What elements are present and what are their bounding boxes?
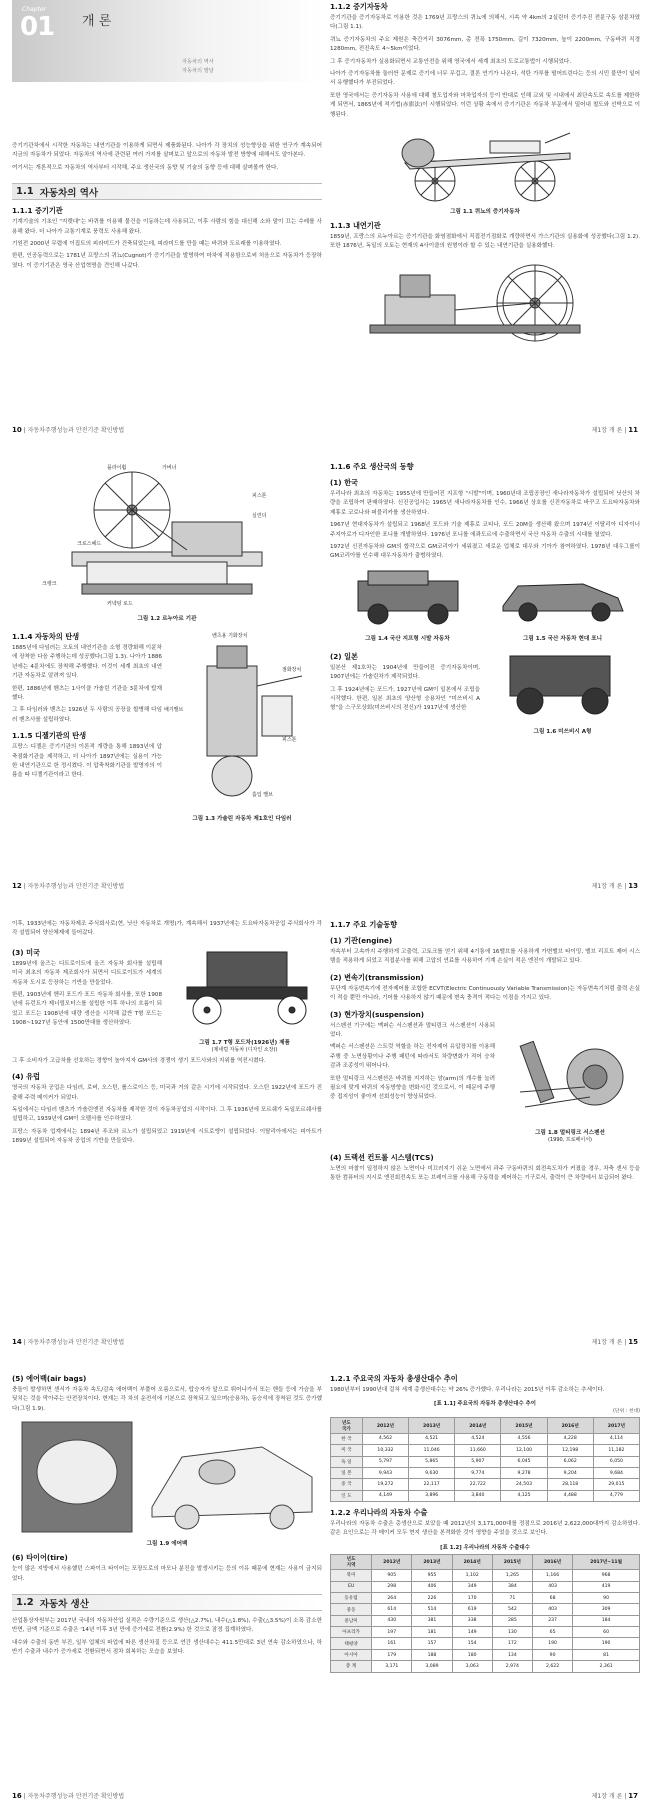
production-table-body <box>331 1433 640 1501</box>
footer-title: 자동차주행성능과 안전기준 확인방법 <box>27 1339 125 1346</box>
year-header: 2015년 <box>492 1554 532 1569</box>
table-row <box>331 1581 640 1592</box>
airbag-illustration <box>12 1417 322 1537</box>
footer-title: 제1장 개 론 <box>591 883 623 890</box>
table-cell: 384 <box>492 1581 532 1592</box>
lenoir-engine-illustration <box>12 462 322 612</box>
table-cell: 264 <box>372 1592 412 1603</box>
corner-top: 년도 <box>341 1420 351 1426</box>
table-cell: 6,050 <box>593 1456 639 1467</box>
body-paragraph: 퀴뇨 증기자동차의 주요 제원은 축간거리 3076mm, 총 전폭 1750mm, 길이 7320mm, 높이 2200mm, 구동바퀴 직경 1280mm, 전진속도 4~5km이었다. <box>330 36 640 53</box>
body-paragraph: 무단계 자동변속기에 전자제어를 조합한 ECVT(Electric Continuously Variable Transmission)는 자동변속기처럼 출력 손실이 적을 뿐만 아니라, 기어를 사용하지 않기 때문에 변속 충격이 적다는 이점을 가지고 있다. <box>330 985 640 1002</box>
corner-top: 년도 <box>346 1557 356 1563</box>
page-footer: 제1장 개 론 | 17 <box>591 1792 638 1800</box>
table-cell: 5,907 <box>455 1456 501 1467</box>
page-number: 12 <box>12 882 22 890</box>
ford-model-t-illustration <box>167 942 322 1032</box>
body-paragraph: 기계기술의 기초인 "지렛대"는 바퀴를 이용해 물건을 이동하는데 사용되고, 이후 사람의 힘을 대신해 소와 말이 끄는 수레를 사용해 왔다. 더 나아가 교통기계로 풍력도 사용해 왔다. <box>12 219 322 235</box>
body-paragraph: 한편, 1903년에 헨리 포드가 포드 자동차 회사를, 또한 1908년에 듀런트가 제너럴모터스를 설립한 이후 하나의 흐름이 되었고 포드는 1908년에 대량 생산을 시작해 값싼 T형 포드는 1908~1927년 동안에 1500만대를 생산하였다. <box>12 992 162 1027</box>
body-paragraph: 한편, 1886년에 벤츠는 1사이클 가솔린 기관을 3륜차에 탑재했다. <box>12 685 162 702</box>
table-cell: 28,118 <box>547 1479 593 1490</box>
body-paragraph: 한편, 인공동력으로는 1781년 프랑스의 퀴뇨(Cugnot)가 증기기관을 발명하여 마차에 적용함으로써 처음으로 자동차가 등장하였다. 이 증기기관은 영국 산업혁명을 견인해 나갔다. <box>12 253 322 269</box>
body-paragraph: 1967년 현대자동차가 설립되고 1968년 포드와 기술 제휴로 코티나, 포드 20M을 생산해 왔으며 1974년 이탈리아 디자이너 주지아로가 디자인한 포니를 개발하였다. 1976년 포니를 에콰도르에 수출하면서 국산 자동차 수출의 시대를 열었다. <box>330 522 640 538</box>
subsection-heading: (4) 유럽 <box>12 1072 40 1082</box>
body-paragraph: 그 후 증기자동차가 실용화되면서 교통안전을 위해 영국에서 세계 최초의 도로교통법이 시행되었다. <box>330 58 572 65</box>
table-cell: 419 <box>573 1581 640 1592</box>
figure-caption <box>500 1128 640 1143</box>
page-footer: 제1장 개 론 | 15 <box>591 1338 638 1346</box>
spread-pages-12-13 <box>0 456 650 906</box>
year-header: 2013년 <box>412 1554 452 1569</box>
body-paragraph: 1972년 신진자동차와 GM의 합작으로 GM코리아가 세워졌고 새로운 업체로 대우와 기아가 참여하였다. 1978년 대우그룹이 GM코리아를 인수해 대우자동차가 출범하였다. <box>330 544 640 560</box>
subsection-heading: 1.1.6 주요 생산국의 동향 <box>330 462 414 471</box>
page-11 <box>330 0 640 440</box>
year-header: 2014년 <box>452 1554 492 1569</box>
year-header: 2014년 <box>455 1418 501 1433</box>
label-cylinder: 실린더 <box>252 513 267 519</box>
table-row <box>331 1570 640 1581</box>
multilink-suspension-illustration <box>500 1022 640 1122</box>
page-number: 16 <box>12 1792 22 1800</box>
table-cell: 154 <box>452 1638 492 1649</box>
table-cell: 179 <box>372 1649 412 1660</box>
label-governor: 가버너 <box>162 465 177 471</box>
subsection-heading: (1) 기관(engine) <box>330 936 393 945</box>
body-paragraph: 또한 영국에서는 증기자동차 사용에 대해 철도업자와 마차업자의 등이 반대로 인해 교외 및 시내에서 최단속도로 속도를 제한하게 되면서, 1865년에 적기법(赤旗法)이 시행되었다. 이런 상황 속에서 증기기관은 자동차 부문에서 밀어내 철도와 선박으로 이행된다. <box>330 92 640 118</box>
page-footer: 10 | 자동차주행성능과 안전기준 확인방법 <box>12 426 125 434</box>
table-cell: 190 <box>532 1638 572 1649</box>
label-exhaust-valve: 배기밸브 <box>164 707 184 713</box>
subsection-heading: (1) 한국 <box>330 478 358 487</box>
table-row <box>331 1604 640 1615</box>
subsection-heading: (3) 미국 <box>12 947 40 957</box>
body-paragraph: 일본산 제1호차는 1904년에 만들어진 증기자동차이며, 1907년에는 가솔린차가 제작되었다. <box>330 664 480 681</box>
table-row <box>331 1661 640 1672</box>
table-cell: 197 <box>372 1627 412 1638</box>
table-row <box>331 1615 640 1626</box>
table-cell: 968 <box>573 1570 640 1581</box>
table-cell: 184 <box>573 1615 640 1626</box>
table-cell: 1,102 <box>452 1570 492 1581</box>
figure-caption <box>167 1038 322 1053</box>
figure-caption: 그림 1.6 미쓰비시 A형 <box>533 728 592 735</box>
body-paragraph: 내수와 수출의 동반 부진, 일부 업체의 파업에 따른 생산차질 등으로 연간 생산대수는 411.5만대로 3년 연속 감소하였으나, 하반기 수출과 내수가 증가세로 전환되면서 점차 회복하는 모습을 보였다. <box>12 1639 322 1656</box>
row-header: EU <box>331 1581 372 1592</box>
row-header: 아프리카 <box>331 1627 372 1638</box>
row-header: 일 본 <box>331 1467 363 1478</box>
table-cell: 9,630 <box>409 1467 455 1478</box>
page-12 <box>12 456 322 896</box>
table-cell: 2,974 <box>492 1661 532 1672</box>
table-cell: 11,046 <box>409 1445 455 1456</box>
table-cell: 309 <box>573 1604 640 1615</box>
body-paragraph: 1899년에 올즈는 디트로이트에 올즈 자동차 회사를 설립해 미국 최초의 자동차 제조회사가 되면서 디트로이트가 세계의 자동차 도시로 등장하는 기반을 만들었다. <box>12 960 162 986</box>
figure-airbag <box>12 1417 322 1537</box>
page-16 <box>12 1366 322 1806</box>
subsection-heading: 1.2.1 주요국의 자동차 총생산대수 추이 <box>330 1374 458 1383</box>
row-header: 독 일 <box>331 1456 363 1467</box>
table-cell: 4,125 <box>501 1490 547 1501</box>
page-14 <box>12 912 322 1352</box>
chapter-label: Chapter <box>22 6 46 13</box>
corner-bottom: 국가 <box>341 1426 351 1432</box>
table-cell: 905 <box>372 1570 412 1581</box>
table-corner <box>331 1418 363 1433</box>
page-footer: 16 | 자동차주행성능과 안전기준 확인방법 <box>12 1792 125 1800</box>
table-cell: 9,774 <box>455 1467 501 1478</box>
footer-title: 제1장 개 론 <box>591 1339 623 1346</box>
table-cell: 3,896 <box>409 1490 455 1501</box>
chapter-header <box>12 0 322 82</box>
table-row <box>331 1592 640 1603</box>
engine-illustration <box>330 255 640 350</box>
row-header: 한 국 <box>331 1433 363 1444</box>
figure-caption: 그림 1.9 에어백 <box>146 1541 188 1548</box>
table-cell: 1,265 <box>492 1570 532 1581</box>
mitsubishi-a-illustration <box>485 646 640 721</box>
table-cell: 180 <box>452 1649 492 1660</box>
table-cell: 90 <box>573 1592 640 1603</box>
body-paragraph: 프랑스 자동차 업계에서는 1894년 푸조와 르노가 설립되었고 1919년에 시트로엥이 설립되었다. 이탈리아에서는 피아트가 1899년 설립되어 자동차 공업의 기반을 만들었다. <box>12 1128 322 1145</box>
production-table <box>330 1417 640 1502</box>
table-caption: [표 1.1] 주요국의 자동차 총생산대수 추이 <box>434 1401 536 1408</box>
table-cell: 172 <box>492 1638 532 1649</box>
footer-title: 자동차주행성능과 안전기준 확인방법 <box>27 883 125 890</box>
row-header: 중동 <box>331 1604 372 1615</box>
table-cell: 90 <box>532 1649 572 1660</box>
row-header: 중남미 <box>331 1615 372 1626</box>
section-number: 1.1 <box>16 186 34 198</box>
table-cell: 68 <box>532 1592 572 1603</box>
label-carburetor: 벤츠용 기화장치 <box>212 633 248 639</box>
intro-paragraph: 증기기관차에서 시작한 자동차는 내연기관을 이용하게 되면서 제품화된다. 나아가 각 장치의 성능향상을 위한 연구가 계속되어 지금의 자동차가 되었다. 자동차의 역사에 관련된 여러 가지를 살펴보고 앞으로의 자동차 발전 방향에 대해서도 알아본다. <box>12 143 322 159</box>
page-17 <box>330 1366 640 1806</box>
table-cell: 6,062 <box>547 1456 593 1467</box>
table-cell: 4,779 <box>593 1490 639 1501</box>
table-cell: 226 <box>412 1592 452 1603</box>
subsection-heading: 1.2.2 우리나라의 자동차 수출 <box>330 1508 428 1518</box>
figure-caption-sub: (1990, 프로페이서) <box>548 1136 592 1143</box>
body-paragraph: 우리나라 최초의 자동차는 1955년에 만들어진 지프형 "시발"이며, 1960년대 조립공장인 새나라자동차가 설립되어 닛산의 차량을 조립하여 판매하였다. 신진공업사는 1965년 새나라자동차를 인수, 1966년 상호를 신진자동차로 바꾸고 도요타자동차와 제휴로 코로나와 퍼블리카를 생산하였다. <box>330 491 640 516</box>
steam-car-illustration <box>330 123 640 205</box>
label-crosshead: 크로스헤드 <box>77 541 102 547</box>
page-footer: 12 | 자동차주행성능과 안전기준 확인방법 <box>12 882 125 890</box>
spread-pages-14-15 <box>0 912 650 1362</box>
table-cell: 4,521 <box>409 1433 455 1444</box>
table-cell: 12,100 <box>501 1445 547 1456</box>
page-number: 17 <box>628 1792 638 1800</box>
table-cell: 9,943 <box>362 1467 408 1478</box>
pony-car-illustration <box>493 566 633 628</box>
subsection-heading: (4) 트랙션 컨트롤 시스템(TCS) <box>330 1152 434 1162</box>
table-row <box>331 1445 640 1456</box>
table-cell: 614 <box>372 1604 412 1615</box>
year-header: 2016년 <box>547 1418 593 1433</box>
year-header: 2015년 <box>501 1418 547 1433</box>
row-header: 동유럽 <box>331 1592 372 1603</box>
year-header: 2012년 <box>372 1554 412 1569</box>
figure-caption: 그림 1.3 가솔린 자동차 제1호인 다임러 <box>192 816 292 822</box>
table-cell: 60 <box>573 1627 640 1638</box>
table-row <box>331 1479 640 1490</box>
figure-caption: 그림 1.2 르누아르 기관 <box>137 616 197 622</box>
table-row <box>331 1627 640 1638</box>
table-cell: 4,562 <box>362 1433 408 1444</box>
page-number: 14 <box>12 1338 22 1346</box>
body-paragraph: 독일에서는 다임러 벤츠가 가솔린엔진 자동차를 제작한 것이 자동차공업의 시작이다. 그 후 1936년에 포르쉐가 독일포르쉐사를 설립하고, 1939년에 GM이 오펠사를 인수하였다. <box>12 1107 322 1123</box>
table-cell: 403 <box>532 1581 572 1592</box>
table-cell: 381 <box>412 1615 452 1626</box>
figure-caption-main: 그림 1.8 멀티링크 서스펜션 <box>535 1129 605 1136</box>
subsection-heading: 1.1.1 증기기관 <box>12 206 63 216</box>
body-paragraph: 나아가 증기자동차를 둘러싼 문제로 증기에 너무 무겁고, 결론 연기가 나온다, 석탄 가루를 떨어뜨린다는 등의 시민 불만이 일어서 유행했다가 부진되었다. <box>330 71 640 87</box>
chapter-sub-1: 자동차의 역사 <box>182 59 214 65</box>
table-cell: 4,228 <box>547 1433 593 1444</box>
corner-bottom: 지역 <box>346 1563 356 1569</box>
row-header: 중 국 <box>331 1479 363 1490</box>
page-footer: 제1장 개 론 | 11 <box>591 426 638 434</box>
table-row <box>331 1490 640 1501</box>
table-cell: 542 <box>492 1604 532 1615</box>
body-paragraph: 증기기관을 증기자동차로 이용한 것은 1769년 프랑스의 퀴뇨에 의해서, 시속 약 4km의 2실린더 증기추진 전륜구동 삼륜차였다(그림 1.1). <box>330 15 640 31</box>
chapter-sub-2: 자동차의 발달 <box>182 68 214 74</box>
table-cell: 3,089 <box>412 1661 452 1672</box>
body-paragraph: 우리나라의 자동차 수출은 총생산으로 보았을 때 2012년의 3,171,000대를 정점으로 2016년 2,622,000대까지 감소하였다. 같은 요인으로는 각 메이커 모두 현지 생산을 본격화한 것이 영향을 주었을 것으로 보인다. <box>330 1521 640 1537</box>
year-header: 2016년 <box>532 1554 572 1569</box>
page-number: 11 <box>628 426 638 434</box>
table-cell: 5,865 <box>409 1456 455 1467</box>
table-cell: 9,204 <box>547 1467 593 1478</box>
label-connecting-rod: 커넥팅 로드 <box>107 601 133 607</box>
table-cell: 22,722 <box>455 1479 501 1490</box>
table-cell: 22,117 <box>409 1479 455 1490</box>
figure-engine-illustration <box>330 255 640 350</box>
table-row <box>331 1467 640 1478</box>
body-paragraph: 1980년부터 1990년대 걸쳐 세계 총생산대수는 약 26% 증가했다. 우리나라는 2015년 이후 감소하는 추세이다. <box>330 1387 605 1393</box>
table-cell: 237 <box>532 1615 572 1626</box>
table-cell: 4,524 <box>455 1433 501 1444</box>
table-cell: 3,063 <box>452 1661 492 1672</box>
subsection-heading: (3) 현가장치(suspension) <box>330 1009 425 1019</box>
table-cell: 285 <box>492 1615 532 1626</box>
body-paragraph: 1859년, 프랑스의 르누아르는 증기기관을 화염점화에서 직접전기점화로 개량하면서 가스기관의 실용화에 성공했다(그림 1.2). 또한 1876년, 독일의 오토는 현재의 4사이클의 원형이라 할 수 있는 내연기관을 실용화했다. <box>330 234 640 250</box>
table-cell: 9,278 <box>501 1467 547 1478</box>
table-cell: 161 <box>372 1638 412 1649</box>
row-header: 아시아 <box>331 1649 372 1660</box>
table-cell: 406 <box>412 1581 452 1592</box>
section-number: 1.2 <box>16 1597 34 1609</box>
section-heading <box>12 1594 322 1611</box>
table-cell: 4,114 <box>593 1433 639 1444</box>
row-header: 태평양 <box>331 1638 372 1649</box>
page-number: 10 <box>12 426 22 434</box>
table-cell: 149 <box>452 1627 492 1638</box>
table-cell: 71 <box>492 1592 532 1603</box>
table-corner <box>331 1554 372 1569</box>
table-cell: 2,622 <box>532 1661 572 1672</box>
page-number: 15 <box>628 1338 638 1346</box>
label-flywheel: 플라이휠 <box>107 465 127 471</box>
year-header: 2013년 <box>409 1418 455 1433</box>
subsection-heading: (2) 변속기(transmission) <box>330 972 424 982</box>
page-15 <box>330 912 640 1352</box>
body-paragraph: 기원전 2000년 무렵에 이집트의 피라미드가 건축되었는데, 피라미드를 만들 때는 바퀴와 도르래를 이용하였다. <box>12 241 282 248</box>
figure-caption: 그림 1.1 퀴뇨의 증기자동차 <box>450 209 520 216</box>
table-cell: 619 <box>452 1604 492 1615</box>
figure-caption-main: 그림 1.7 T형 포드차(1926년) 제품 <box>199 1039 290 1046</box>
spread-pages-10-11 <box>0 0 650 450</box>
table-cell: 65 <box>532 1627 572 1638</box>
body-paragraph: 프랑스 디젤은 증기기관의 이론적 개량을 통해 1893년에 압축점화기관을 제작하고, 더 나아가 1897년에는 실용이 가능한 내연기관으로 한 정시켰다. 이 압축착화기관을 발명자의 이름을 따 디젤기관이라고 한다. <box>12 744 162 779</box>
figure-caption: 그림 1.4 국산 지프형 시발 자동차 <box>365 635 450 642</box>
label-piston: 피스톤 <box>252 493 267 499</box>
footer-title: 제1장 개 론 <box>591 1793 623 1800</box>
table-cell: 6,045 <box>501 1456 547 1467</box>
table-cell: 3,840 <box>455 1490 501 1501</box>
table-cell: 134 <box>492 1649 532 1660</box>
table-cell: 19,272 <box>362 1479 408 1490</box>
figure-caption-sub: (제네럴 자동차 (디자인 소장)) <box>211 1046 278 1053</box>
table-cell: 1,166 <box>532 1570 572 1581</box>
section-heading <box>12 183 322 200</box>
label-piston: 피스톤 <box>282 737 297 743</box>
body-paragraph: 또한 멀티링크 서스펜션은 바퀴를 지지하는 암(arm)의 개수를 늘려 필요에 맞게 바퀴의 자동방향을 변화시킨 것으로서, 이 때문에 주행 중 접지성이 좋아져 선회성능이 향상되었다. <box>330 1075 495 1101</box>
page-number: 13 <box>628 882 638 890</box>
page-footer: 14 | 자동차주행성능과 안전기준 확인방법 <box>12 1338 125 1346</box>
body-paragraph: 산업통상자원부는 2017년 국내의 자동차산업 실적은 수량기준으로 생산(△2.7%), 내수(△1.8%), 수출(△3.5%)이 소폭 감소한 반면, 금액 기준으로 수출은 '14년 이후 3년 만에 증가세로 전환(2.9%) 한 것으로 잠정 집계하였다. <box>12 1618 322 1634</box>
table-header-row <box>331 1554 640 1569</box>
table-cell: 130 <box>492 1627 532 1638</box>
table-cell: 514 <box>412 1604 452 1615</box>
table-cell: 24,503 <box>501 1479 547 1490</box>
page-13 <box>330 456 640 896</box>
table-cell: 10,332 <box>362 1445 408 1456</box>
table-cell: 298 <box>372 1581 412 1592</box>
table-cell: 4,149 <box>362 1490 408 1501</box>
table-cell: 403 <box>532 1604 572 1615</box>
table-cell: 4,556 <box>501 1433 547 1444</box>
table-caption: [표 1.2] 우리나라의 자동차 수출대수 <box>440 1544 530 1551</box>
subsection-heading: (6) 타이어(tire) <box>12 1553 68 1563</box>
label-intake-valve: 흡입 밸브 <box>252 792 273 798</box>
page-10 <box>12 0 322 440</box>
subsection-heading: 1.1.2 증기자동차 <box>330 2 388 11</box>
body-paragraph: 그 후 다임러와 벤츠는 1926년 두 사람의 공장을 합병해 다임러 벤츠사를 설립하였다. <box>12 707 162 723</box>
footer-title: 자동차주행성능과 안전기준 확인방법 <box>27 1793 125 1800</box>
sibal-jeep-illustration <box>338 566 478 628</box>
table-cell: 349 <box>452 1581 492 1592</box>
body-paragraph: 1885년에 다임러는 오토의 내연기관을 소형 경량화해 이륜차에 장착한 다음 주행하는데 성공했다(그림 1.3). 나아가 1886년에는 4륜차에도 장착해 주행했다. 이것이 세계 최초의 내연기관 자동차로 알려져 있다. <box>12 645 162 680</box>
year-header: 2012년 <box>362 1418 408 1433</box>
export-table <box>330 1554 640 1673</box>
body-paragraph: 맥퍼슨 서스펜션은 스트럿 역할을 하는 전자제어 유압장치를 이용해 주행 중 노면상황이나 주행 패턴에 따라서도 차량변화가 적어 승차감과 조종성이 뛰어나다. <box>330 1044 495 1070</box>
body-paragraph: 눈이 많은 지방에서 사용했던 스파이크 타이어는 포장도로의 마모나 분진을 발생시키는 등의 이유 때문에 현재는 사용이 금지되었다. <box>12 1566 322 1582</box>
table-header-row <box>331 1418 640 1433</box>
subsection-heading: 1.1.7 주요 기술동향 <box>330 920 398 929</box>
table-cell: 190 <box>573 1638 640 1649</box>
body-paragraph: 노면의 마찰이 일정하지 않은 노면이나 미끄러지기 쉬운 노면에서 과주 구동바퀴의 회전속도차가 커졌을 경우, 차축 센서 등을 통한 컴퓨터의 지시로 엔진회전속도 또는 브레이크를 사용해 구동력을 제어하는 기구로서, 출력이 큰 차량에서 보급되어 왔다. <box>330 1165 640 1182</box>
row-header: 인 도 <box>331 1490 363 1501</box>
figure-lenoir-engine <box>12 462 322 612</box>
export-table-body <box>331 1570 640 1672</box>
chapter-title: 개 론 <box>82 14 112 29</box>
table-cell: 188 <box>412 1649 452 1660</box>
row-header: 북미 <box>331 1570 372 1581</box>
table-cell: 5,797 <box>362 1456 408 1467</box>
table-cell: 12,198 <box>547 1445 593 1456</box>
footer-title: 자동차주행성능과 안전기준 확인방법 <box>27 427 125 434</box>
row-header: 미 국 <box>331 1445 363 1456</box>
table-row <box>331 1638 640 1649</box>
table-cell: 29,015 <box>593 1479 639 1490</box>
table-cell: 81 <box>573 1649 640 1660</box>
table-cell: 3,171 <box>372 1661 412 1672</box>
section-title: 자동차의 역사 <box>39 187 99 199</box>
table-cell: 9,684 <box>593 1467 639 1478</box>
figure-caption: 그림 1.5 국산 자동차 현대 포니 <box>522 635 603 642</box>
table-row <box>331 1649 640 1660</box>
table-cell: 430 <box>372 1615 412 1626</box>
table-cell: 181 <box>412 1627 452 1638</box>
table-cell: 338 <box>452 1615 492 1626</box>
section-title: 자동차 생산 <box>39 1598 89 1610</box>
table-cell: 4,488 <box>547 1490 593 1501</box>
chapter-number: 01 <box>20 12 55 42</box>
year-header: 2017년 <box>593 1418 639 1433</box>
page-footer: 제1장 개 론 | 13 <box>591 882 638 890</box>
body-paragraph: 이후, 1933년에는 자동차제조 주식회사로(현, 닛산 자동차로 개명)가, 계속해서 1937년에는 도요타자동차공업 주식회사가 각각 설립되어 양산체제에 들어갔다. <box>12 921 322 937</box>
table-cell: 157 <box>412 1638 452 1649</box>
table-cell: 11,660 <box>455 1445 501 1456</box>
subsection-heading: 1.1.5 디젤기관의 탄생 <box>12 731 87 741</box>
body-paragraph: 그 후 1924년에는 포드가, 1927년에 GM이 일본에서 조립을 시작했다. 한편, 일본 최초의 양산형 승용차인 "미쓰비시 A형"을 스구모상회(미쓰비시의 전신)가 1917년에 생산한 <box>330 686 480 712</box>
table-row <box>331 1456 640 1467</box>
body-paragraph: 서스펜션 기구에는 맥퍼슨 서스펜션과 멀티링크 서스펜션이 사용되었다. <box>330 1022 495 1039</box>
table-unit: (단위 : 천대) <box>613 1409 640 1415</box>
subsection-heading: (2) 일본 <box>330 651 358 661</box>
subsection-heading: 1.1.3 내연기관 <box>330 221 381 231</box>
footer-title: 제1장 개 론 <box>591 427 623 434</box>
table-cell: 2,361 <box>573 1661 640 1672</box>
table-cell: 955 <box>412 1570 452 1581</box>
subsection-heading: 1.1.4 자동차의 탄생 <box>12 632 80 641</box>
label-ignition: 점화장치 <box>282 667 302 673</box>
body-paragraph: 충돌이 발생하면 센서가 자동차 속도/감속 에어백이 부풀어 오름으로서, 탑승자가 앞으로 튀어나가서 또는 핸들 등에 가슴을 부딪치는 것을 막아주는 안전장치이다. 현재는 각 차의 운전석에 기본으로 장착되고 있으며(승용차), 동승석에 장착된 것도 증가했다(그림 1.9). <box>12 1387 322 1412</box>
table-cell: 170 <box>452 1592 492 1603</box>
body-paragraph: 그 후 소비자가 고급차를 선호하는 경향이 높아지자 GM사의 경쟁이 생기 포드사와의 지위를 역전시켰다. <box>12 1057 266 1064</box>
intro-paragraph: 여기서는 개론적으로 자동차의 역사부터 시작해, 주요 생산국의 동향 및 기술의 동향 등에 대해 살펴볼까 한다. <box>12 164 279 171</box>
body-paragraph: 자속부터 고속까지 주행하게 고출력, 고토크를 얻기 위해 4기통에 16밸브를 사용하게 가변밸브 타이밍, 밸브 리프트 제어 시스템을 적용하게 되었고 직접분사를 위해 고압의 연료를 사용하여 기계 손실이 적은 엔진이 개발되고 있다. <box>330 949 640 965</box>
table-cell: 11,182 <box>593 1445 639 1456</box>
body-paragraph: 영국의 자동차 공업은 다임러, 로버, 오스틴, 롤스로이스 등, 미국과 거의 같은 시기에 시작되었다. 오스틴 1922년에 포드가 진출해 주력 메이커가 되었다. <box>12 1085 322 1101</box>
spread-pages-16-17 <box>0 1366 650 1816</box>
row-header: 총 계 <box>331 1661 372 1672</box>
label-crank: 크랭크 <box>42 581 57 587</box>
year-header: 2017년~11월 <box>573 1554 640 1569</box>
figure-cugnot-steam-car <box>330 123 640 205</box>
daimler-engine-illustration <box>162 626 322 806</box>
subsection-heading: (5) 에어백(air bags) <box>12 1374 87 1383</box>
table-row <box>331 1433 640 1444</box>
